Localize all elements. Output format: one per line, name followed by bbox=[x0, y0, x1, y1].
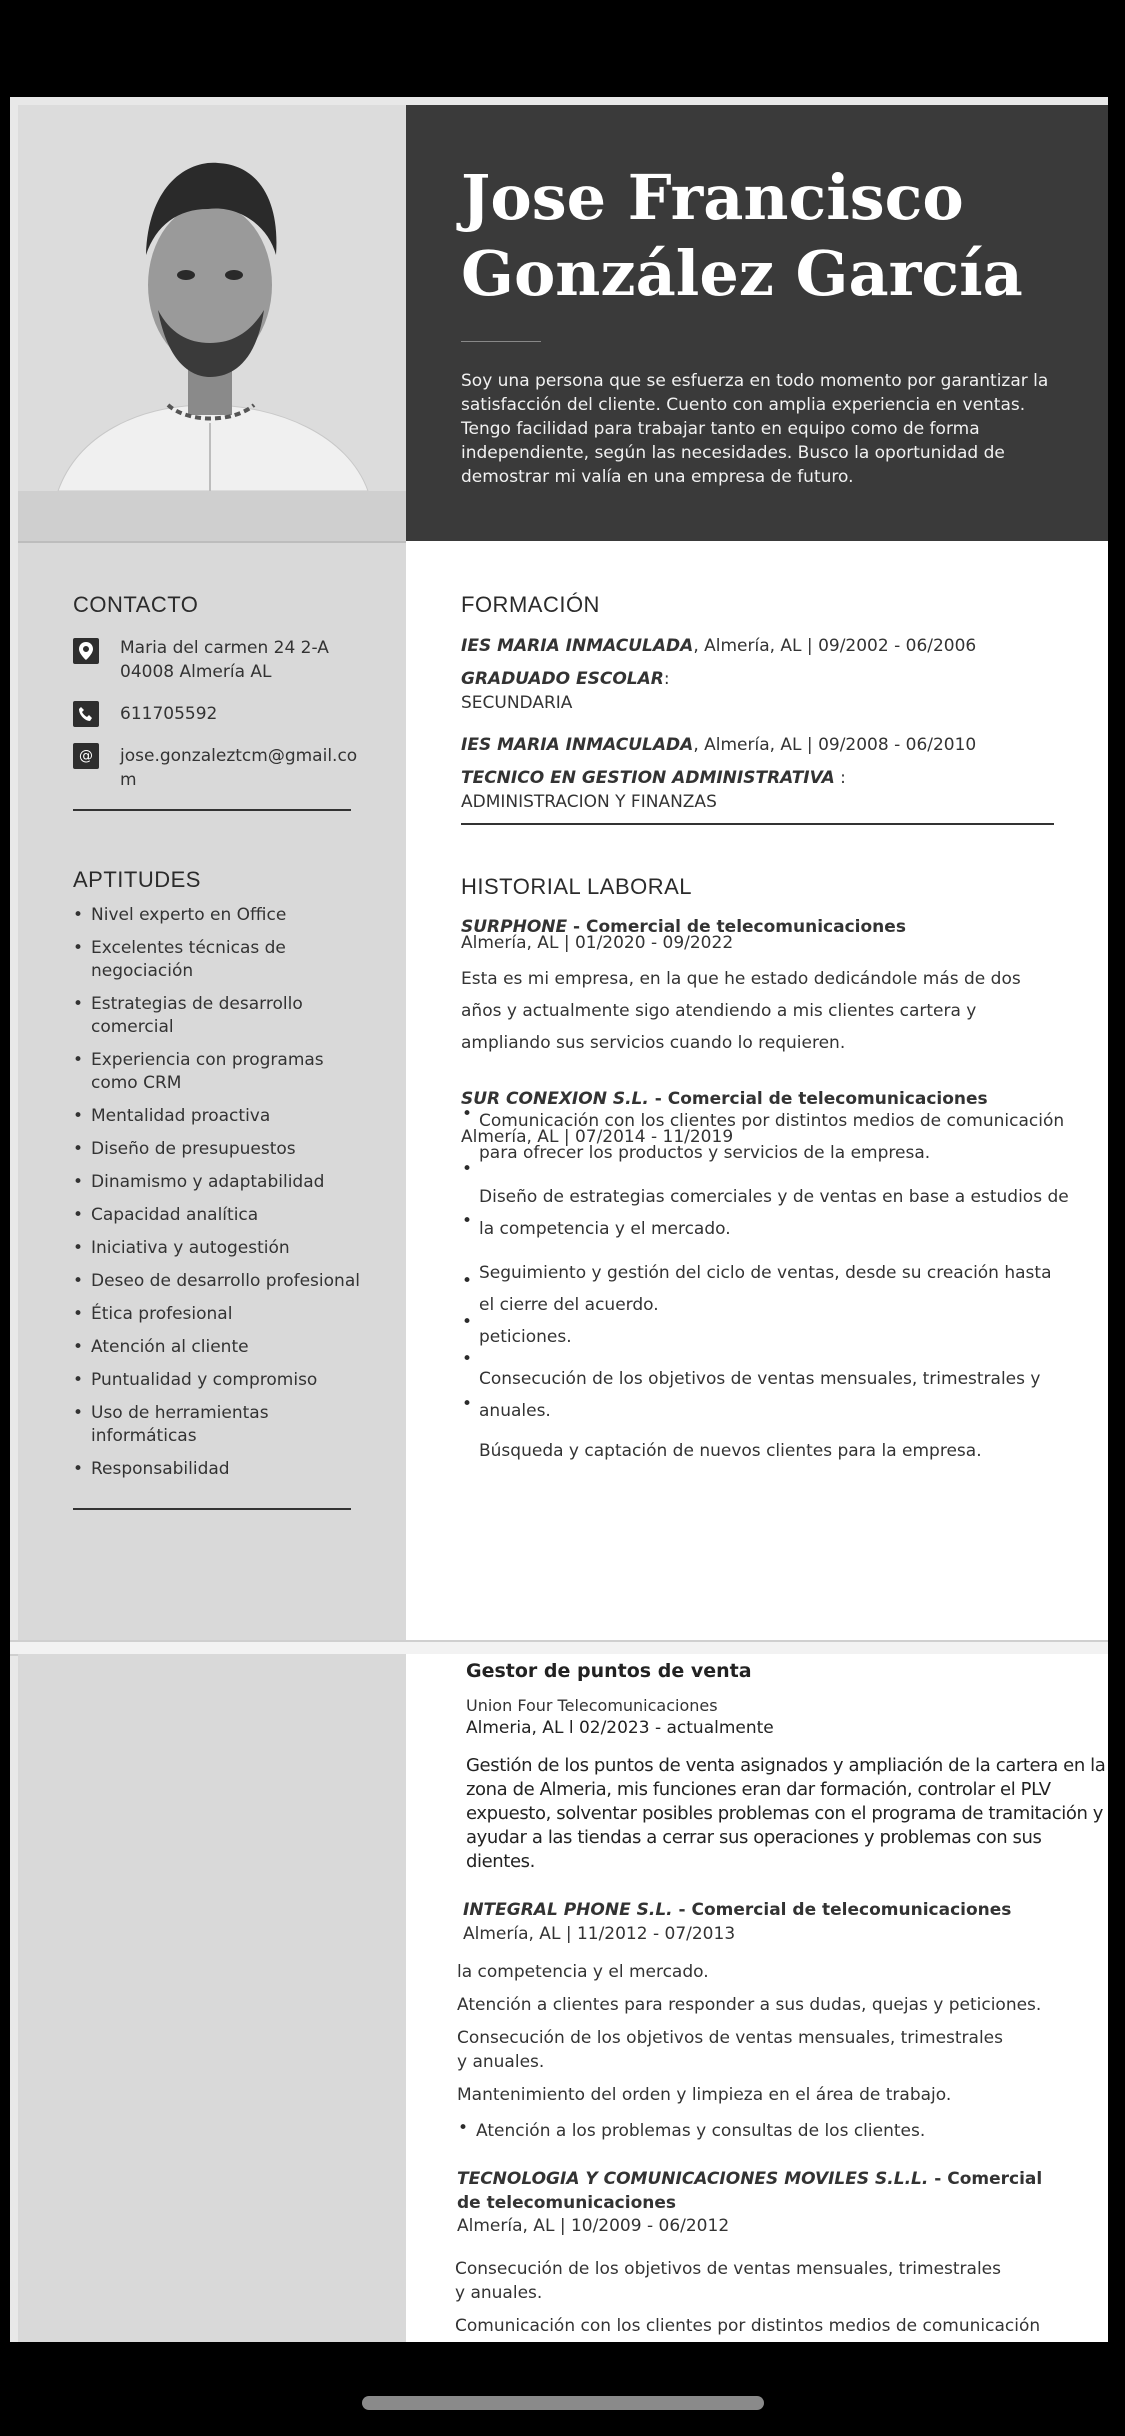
job-meta: Almería, AL | 11/2012 - 07/2013 bbox=[463, 1924, 736, 1944]
sidebar-continued bbox=[18, 1654, 406, 2342]
school-meta: , Almería, AL | 09/2008 - 06/2010 bbox=[693, 735, 977, 755]
main-content-continued bbox=[406, 1654, 1108, 2342]
job-bullet-text: Búsqueda y captación de nuevos clientes para la empresa. bbox=[479, 1441, 982, 1461]
job-meta: Almería, AL | 10/2009 - 06/2012 bbox=[457, 2216, 730, 2236]
header-banner bbox=[406, 105, 1108, 541]
skill-item: • Puntualidad y compromiso bbox=[73, 1369, 363, 1392]
skill-item: • Iniciativa y autogestión bbox=[73, 1237, 363, 1260]
skills-divider bbox=[73, 1508, 351, 1510]
job-role: - Comercial de telecomunicaciones bbox=[457, 2169, 1043, 2213]
job-role: - Comercial de telecomunicaciones bbox=[672, 1900, 1012, 1920]
skill-item: • Ética profesional bbox=[73, 1303, 363, 1326]
skills-list bbox=[73, 904, 363, 1491]
education-title: FORMACIÓN bbox=[461, 592, 600, 617]
degree-name: GRADUADO ESCOLAR bbox=[461, 669, 664, 689]
contact-title: CONTACTO bbox=[73, 592, 199, 617]
skill-item: • Dinamismo y adaptabilidad bbox=[73, 1171, 363, 1194]
job-line: Comunicación con los clientes por distintos medios de comunicación bbox=[455, 2316, 1041, 2336]
job-description: Gestión de los puntos de venta asignados y ampliación de la cartera en la zona de Almeria, mis funciones eran dar formación, controlar el PLV expuesto, solventar posibles problemas con el programa de tramitación y ayudar a las tiendas a cerrar sus operaciones y problemas con sus dientes. bbox=[466, 1755, 1106, 1872]
job-role: - Comercial de telecomunicaciones bbox=[648, 1089, 988, 1109]
email-icon: @ bbox=[73, 743, 99, 769]
photo-footer-band bbox=[18, 491, 406, 543]
work-title: HISTORIAL LABORAL bbox=[461, 874, 693, 899]
contact-email bbox=[120, 744, 370, 792]
job-role-title: Gestor de puntos de venta bbox=[466, 1660, 752, 1682]
education-divider bbox=[461, 823, 1054, 825]
bullet: • bbox=[462, 1211, 473, 1231]
contact-phone: 611705592 bbox=[120, 704, 218, 724]
degree-field: SECUNDARIA bbox=[461, 693, 573, 713]
profile-photo bbox=[18, 105, 406, 491]
job-role: - Comercial de telecomunicaciones bbox=[567, 917, 906, 937]
job-company: Union Four Telecomunicaciones bbox=[466, 1696, 718, 1715]
job-line: Mantenimiento del orden y limpieza en el área de trabajo. bbox=[457, 2085, 952, 2105]
skill-item: • Nivel experto en Office bbox=[73, 904, 363, 927]
name-line-1: Jose Francisco bbox=[461, 161, 964, 234]
job-meta: Almeria, AL l 02/2023 - actualmente bbox=[466, 1718, 774, 1738]
job-line: Atención a clientes para responder a sus dudas, quejas y peticiones. bbox=[457, 1995, 1042, 2015]
candidate-name bbox=[461, 160, 1101, 312]
name-divider bbox=[461, 341, 541, 342]
profile-summary: Soy una persona que se esfuerza en todo momento por garantizar la satisfacción del cliente. Cuento con amplia experiencia en ventas. Tengo facilidad para trabajar tanto en equipo como de forma independiente, según las necesidades. Busco la oportunidad de demostrar mi valía en una empresa de futuro. bbox=[461, 371, 1049, 487]
education-entry bbox=[461, 733, 1081, 757]
skill-item: • Uso de herramientas informáticas bbox=[73, 1402, 363, 1448]
job-heading bbox=[457, 2167, 1047, 2215]
skill-item: • Deseo de desarrollo profesional bbox=[73, 1270, 363, 1293]
skills-title: APTITUDES bbox=[73, 867, 201, 892]
job-line: la competencia y el mercado. bbox=[457, 1962, 709, 1982]
school-name: IES MARIA INMACULADA bbox=[461, 636, 694, 656]
job-description: Esta es mi empresa, en la que he estado dedicándole más de dos años y actualmente sigo atendiendo a mis clientes cartera y ampliando sus servicios cuando lo requieren. bbox=[461, 969, 1021, 1053]
job-bullet-text: Diseño de estrategias comerciales y de ventas en base a estudios de la competencia y el mercado. bbox=[479, 1187, 1069, 1239]
bullet: • bbox=[462, 1349, 473, 1369]
job-bullet-text: Atención a los problemas y consultas de los clientes. bbox=[476, 2121, 926, 2141]
skill-item: • Estrategias de desarrollo comercial bbox=[73, 993, 363, 1039]
bullet: • bbox=[462, 1159, 473, 1179]
resume-page-1 bbox=[18, 105, 1108, 1640]
education-degree bbox=[461, 766, 846, 790]
skill-item: • Capacidad analítica bbox=[73, 1204, 363, 1227]
job-heading bbox=[463, 1898, 1083, 1922]
address-line-2: 04008 Almería AL bbox=[120, 662, 272, 682]
email-line-2: m bbox=[120, 770, 137, 790]
home-indicator[interactable] bbox=[362, 2396, 764, 2410]
job-company: INTEGRAL PHONE S.L. bbox=[463, 1900, 673, 1920]
school-name: IES MARIA INMACULADA bbox=[461, 735, 694, 755]
bullet: • bbox=[462, 1312, 473, 1332]
job-meta: Almería, AL | 01/2020 - 09/2022 bbox=[461, 933, 734, 953]
main-content bbox=[406, 541, 1108, 1640]
phone-icon bbox=[73, 701, 99, 727]
degree-name: TECNICO EN GESTION ADMINISTRATIVA bbox=[461, 768, 835, 788]
job-meta: Almería, AL | 07/2014 - 11/2019 bbox=[461, 1127, 734, 1147]
job-bullet-text: peticiones. bbox=[479, 1327, 572, 1347]
resume-page-2 bbox=[18, 1654, 1108, 2342]
degree-field: ADMINISTRACION Y FINANZAS bbox=[461, 792, 717, 812]
bullet: • bbox=[462, 1394, 473, 1414]
bullet: • bbox=[458, 2118, 469, 2138]
address-line-1: Maria del carmen 24 2-A bbox=[120, 638, 329, 658]
school-meta: , Almería, AL | 09/2002 - 06/2006 bbox=[693, 636, 977, 656]
bullet: • bbox=[462, 1271, 473, 1291]
job-company: TECNOLOGIA Y COMUNICACIONES MOVILES S.L.L. bbox=[457, 2169, 929, 2189]
location-pin-icon bbox=[73, 638, 99, 664]
contact-address bbox=[120, 636, 380, 684]
degree-suffix: : bbox=[663, 669, 670, 689]
skill-item: • Mentalidad proactiva bbox=[73, 1105, 363, 1128]
job-line: Consecución de los objetivos de ventas mensuales, trimestrales y anuales. bbox=[457, 2028, 1004, 2072]
skill-item: • Experiencia con programas como CRM bbox=[73, 1049, 363, 1095]
sidebar bbox=[18, 105, 406, 1640]
resume-document bbox=[10, 97, 1108, 2342]
job-company: SUR CONEXION S.L. bbox=[461, 1089, 649, 1109]
bullet: • bbox=[462, 1104, 473, 1124]
job-line: Consecución de los objetivos de ventas mensuales, trimestrales y anuales. bbox=[455, 2259, 1002, 2303]
contact-divider bbox=[73, 809, 351, 811]
education-degree bbox=[461, 667, 670, 691]
job-bullet-text: Seguimiento y gestión del ciclo de ventas, desde su creación hasta el cierre del acuerdo. bbox=[479, 1263, 1052, 1315]
degree-suffix: : bbox=[834, 768, 846, 788]
job-company: SURPHONE bbox=[461, 917, 568, 937]
skill-item: • Excelentes técnicas de negociación bbox=[73, 937, 363, 983]
skill-item: • Responsabilidad bbox=[73, 1458, 363, 1481]
email-line-1: jose.gonzaleztcm@gmail.co bbox=[120, 746, 358, 766]
skill-item: • Atención al cliente bbox=[73, 1336, 363, 1359]
job-bullet-text: Consecución de los objetivos de ventas mensuales, trimestrales y anuales. bbox=[479, 1369, 1041, 1421]
profile-photo-illustration bbox=[18, 105, 406, 491]
name-line-2: González García bbox=[461, 237, 1023, 310]
skill-item: • Diseño de presupuestos bbox=[73, 1138, 363, 1161]
job-bullet-text: Comunicación con los clientes por distintos medios de comunicación para ofrecer los productos y servicios de la empresa. bbox=[479, 1111, 1065, 1163]
education-entry bbox=[461, 634, 1081, 658]
